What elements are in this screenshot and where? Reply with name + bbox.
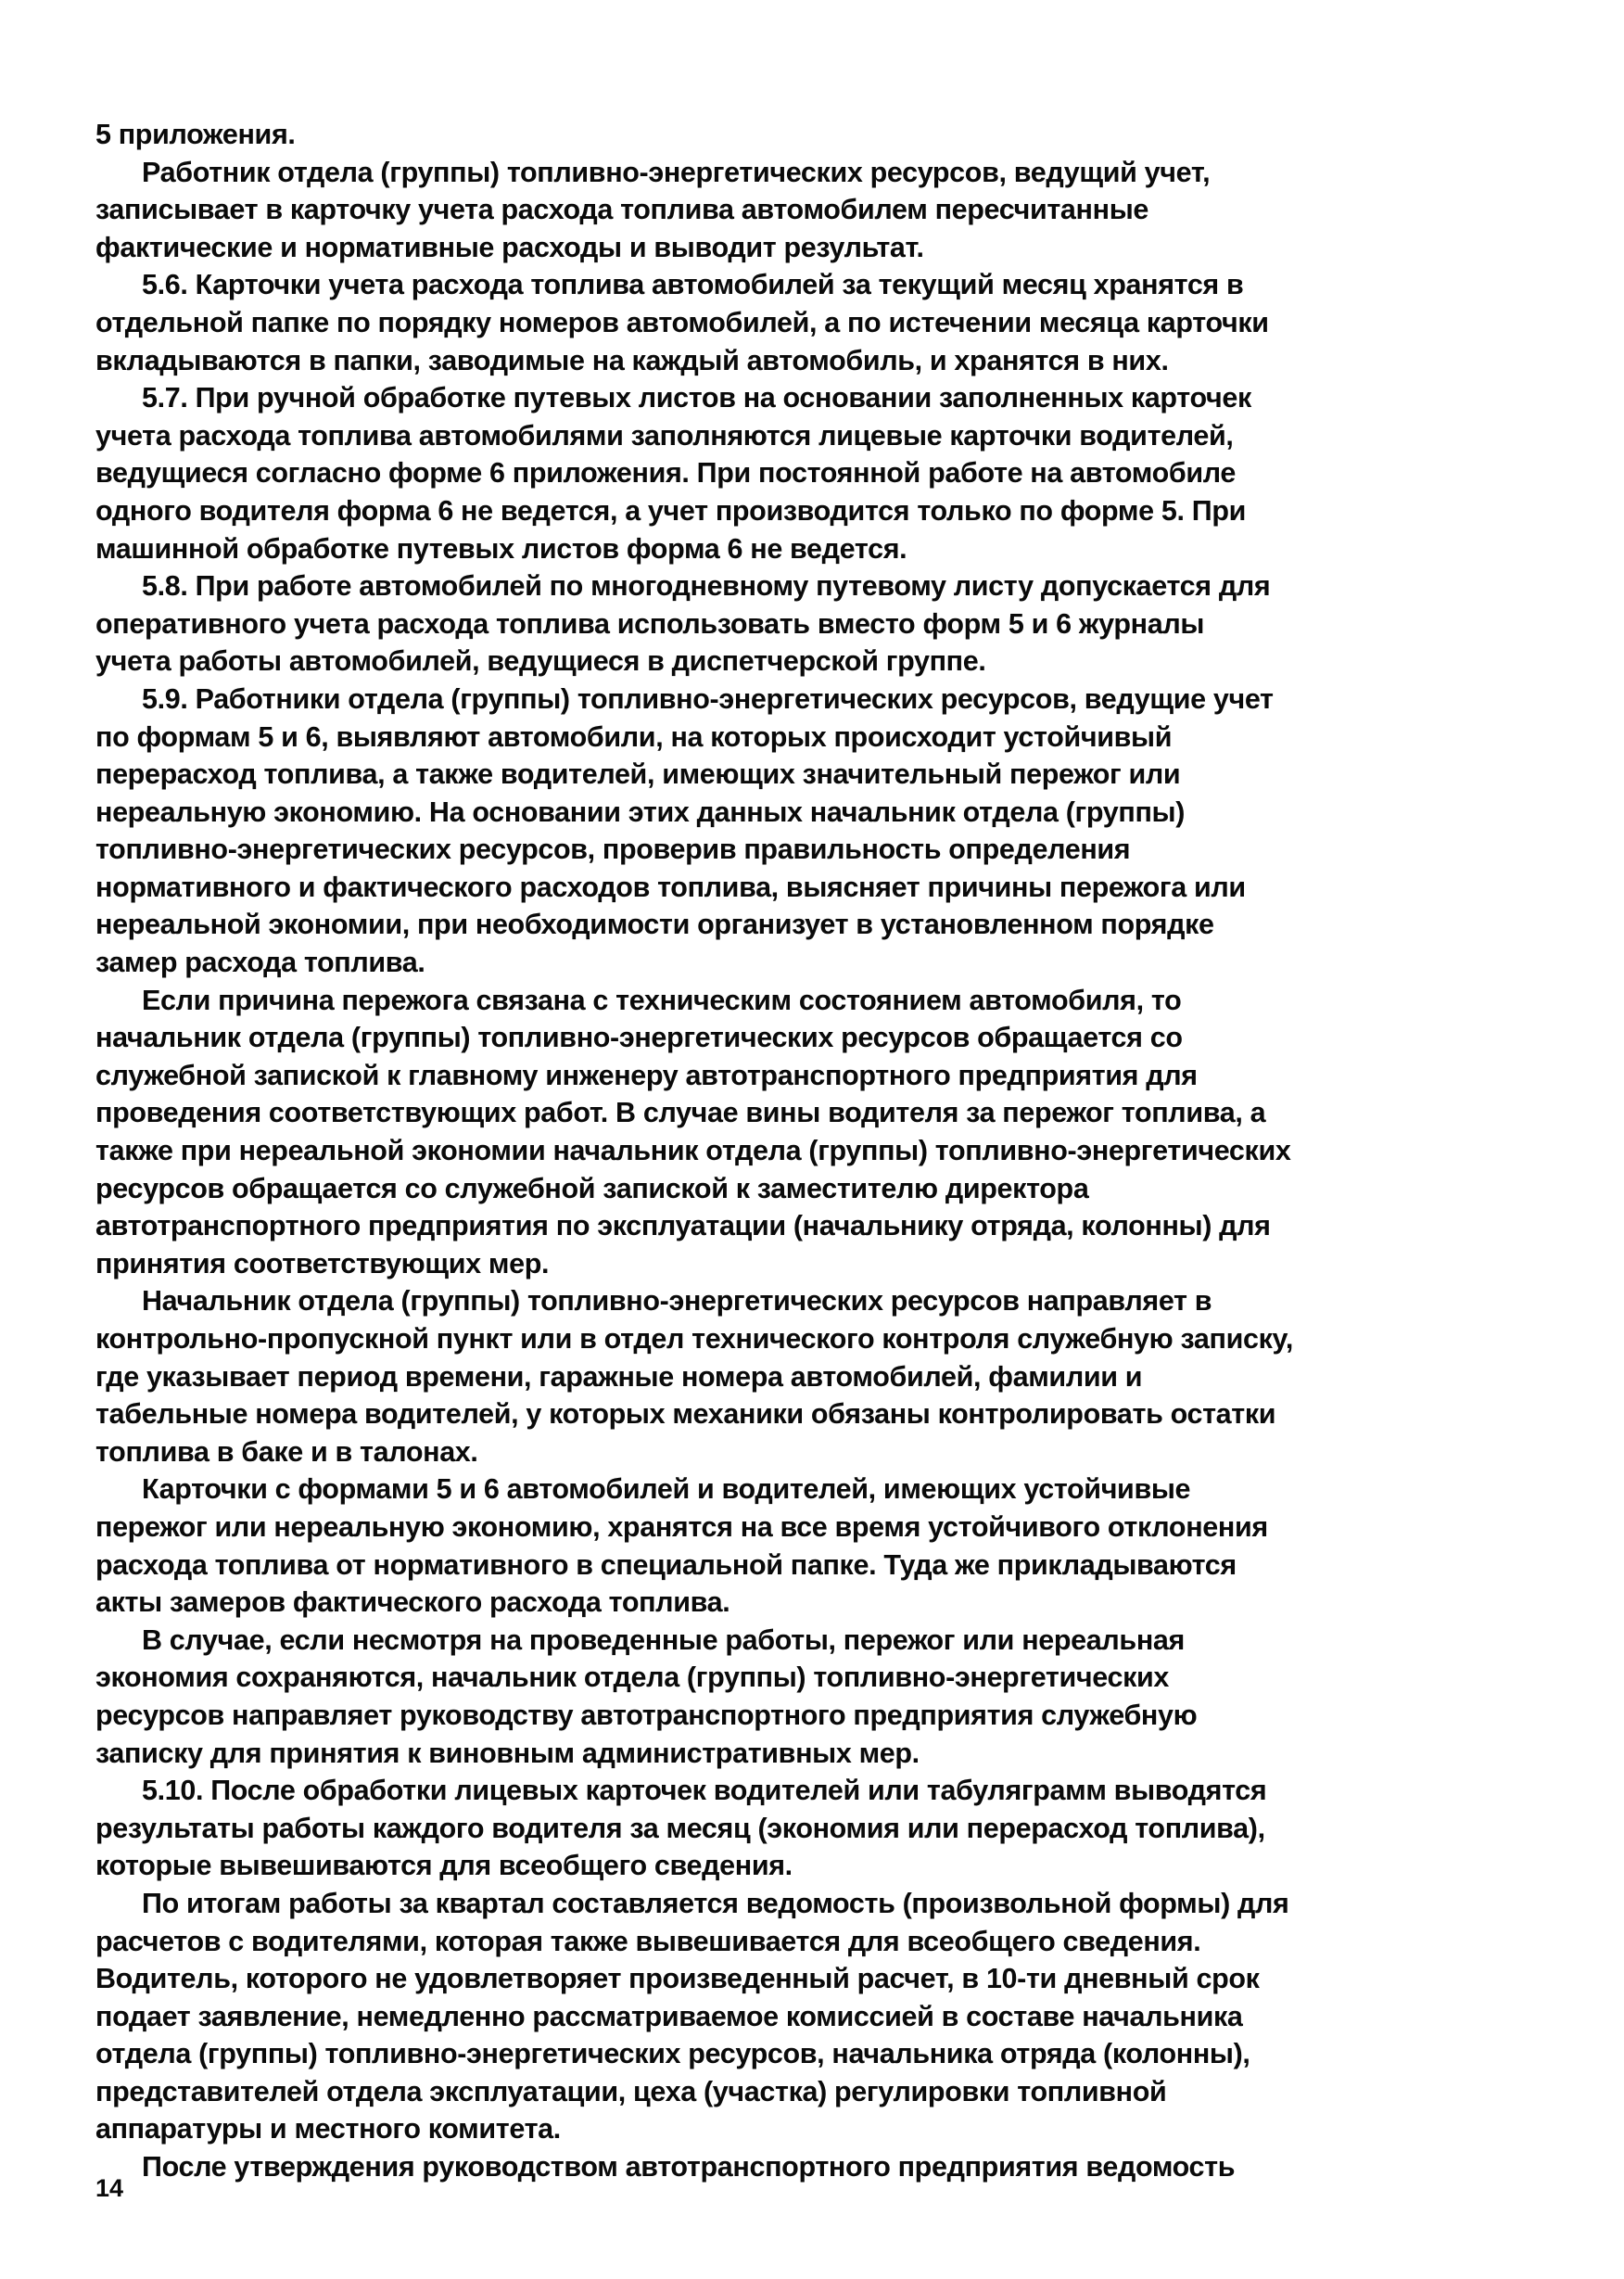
paragraph-start: Работник отдела (группы) топливно-энергетических ресурсов, ведущий учет, <box>142 156 1211 188</box>
text-line: которые вывешиваются для всеобщего сведения. <box>95 1850 793 1882</box>
text-line: по формам 5 и 6, выявляют автомобили, на которых происходит устойчивый <box>95 720 1173 753</box>
text-line: представителей отдела эксплуатации, цеха (участка) регулировки топливной <box>95 2075 1167 2107</box>
text-line: результаты работы каждого водителя за месяц (экономия или перерасход топлива), <box>95 1812 1265 1844</box>
paragraph-start: 5.7. При ручной обработке путевых листов на основании заполненных карточек <box>142 382 1251 414</box>
text-line: вкладываются в папки, заводимые на каждый автомобиль, и хранятся в них. <box>95 344 1169 376</box>
text-line: пережог или нереальную экономию, хранятся на все время устойчивого отклонения <box>95 1510 1268 1543</box>
paragraph-start: Если причина пережога связана с техническим состоянием автомобиля, то <box>142 984 1182 1016</box>
text-line: Водитель, которого не удовлетворяет произведенный расчет, в 10-ти дневный срок <box>95 1963 1260 1995</box>
text-line: нереальной экономии, при необходимости организует в установленном порядке <box>95 909 1214 941</box>
text-line: служебной запиской к главному инженеру автотранспортного предприятия для <box>95 1059 1198 1091</box>
text-line: учета работы автомобилей, ведущиеся в диспетчерской группе. <box>95 645 986 678</box>
text-line: расхода топлива от нормативного в специальной папке. Туда же прикладываются <box>95 1548 1237 1581</box>
text-line: отдельной папке по порядку номеров автомобилей, а по истечении месяца карточки <box>95 306 1269 338</box>
text-line: ведущиеся согласно форме 6 приложения. При постоянной работе на автомобиле <box>95 457 1237 490</box>
paragraph-start: 5.10. После обработки лицевых карточек водителей или табуляграмм выводятся <box>142 1775 1267 1807</box>
paragraph-start: 5.9. Работники отдела (группы) топливно-энергетических ресурсов, ведущие учет <box>142 682 1274 715</box>
text-line: отдела (группы) топливно-энергетических ресурсов, начальника отряда (колонны), <box>95 2038 1250 2070</box>
page-number: 14 <box>95 2174 124 2202</box>
text-line: нереальную экономию. На основании этих данных начальник отдела (группы) <box>95 796 1186 828</box>
body-text <box>95 116 1440 2186</box>
text-line: где указывает период времени, гаражные номера автомобилей, фамилии и <box>95 1360 1143 1393</box>
text-line: записку для принятия к виновным административных мер. <box>95 1737 920 1769</box>
text-line: принятия соответствующих мер. <box>95 1247 550 1280</box>
text-line: также при нереальной экономии начальник отдела (группы) топливно-энергетических <box>95 1135 1291 1167</box>
text-line: нормативного и фактического расходов топлива, выясняет причины пережога или <box>95 871 1246 903</box>
text-line: экономия сохраняются, начальник отдела (группы) топливно-энергетических <box>95 1662 1169 1694</box>
text-line: проведения соответствующих работ. В случае вины водителя за пережог топлива, а <box>95 1097 1266 1129</box>
paragraph-start: 5.6. Карточки учета расхода топлива автомобилей за текущий месяц хранятся в <box>142 269 1244 301</box>
text-line: одного водителя форма 6 не ведется, а учет производится только по форме 5. При <box>95 494 1246 527</box>
text-line: подает заявление, немедленно рассматриваемое комиссией в составе начальника <box>95 2000 1243 2032</box>
text-line: табельные номера водителей, у которых механики обязаны контролировать остатки <box>95 1398 1276 1431</box>
text-line: расчетов с водителями, которая также вывешивается для всеобщего сведения. <box>95 1925 1201 1957</box>
paragraph-start: Начальник отдела (группы) топливно-энергетических ресурсов направляет в <box>142 1285 1212 1318</box>
text-line: аппаратуры и местного комитета. <box>95 2113 561 2145</box>
paragraph-start: По итогам работы за квартал составляется ведомость (произвольной формы) для <box>142 1887 1289 1919</box>
text-line: ресурсов направляет руководству автотранспортного предприятия служебную <box>95 1699 1198 1731</box>
text-line: автотранспортного предприятия по эксплуатации (начальнику отряда, колонны) для <box>95 1210 1271 1242</box>
paragraph-start: Карточки с формами 5 и 6 автомобилей и водителей, имеющих устойчивые <box>142 1473 1191 1506</box>
text-line: топлива в баке и в талонах. <box>95 1435 478 1468</box>
paragraph-start: После утверждения руководством автотранспортного предприятия ведомость <box>142 2151 1236 2184</box>
text-line: ресурсов обращается со служебной запиской к заместителю директора <box>95 1172 1089 1204</box>
text-line: машинной обработке путевых листов форма 6 не ведется. <box>95 532 907 565</box>
paragraph-start: В случае, если несмотря на проведенные работы, пережог или нереальная <box>142 1623 1185 1656</box>
text-line: оперативного учета расхода топлива использовать вместо форм 5 и 6 журналы <box>95 607 1205 640</box>
text-line: контрольно-пропускной пункт или в отдел технического контроля служебную записку, <box>95 1323 1293 1355</box>
paragraph-start: 5.8. При работе автомобилей по многодневному путевому листу допускается для <box>142 570 1271 603</box>
text-line: акты замеров фактического расхода топлива. <box>95 1586 730 1619</box>
text-line: перерасход топлива, а также водителей, имеющих значительный пережог или <box>95 758 1181 791</box>
text-line: учета расхода топлива автомобилями заполняются лицевые карточки водителей, <box>95 419 1234 452</box>
text-line: записывает в карточку учета расхода топлива автомобилем пересчитанные <box>95 194 1148 226</box>
text-line: замер расхода топлива. <box>95 947 425 979</box>
text-line: 5 приложения. <box>95 119 296 150</box>
text-line: фактические и нормативные расходы и выводит результат. <box>95 231 924 263</box>
text-line: топливно-энергетических ресурсов, проверив правильность определения <box>95 834 1131 866</box>
text-line: начальник отдела (группы) топливно-энергетических ресурсов обращается со <box>95 1022 1183 1054</box>
